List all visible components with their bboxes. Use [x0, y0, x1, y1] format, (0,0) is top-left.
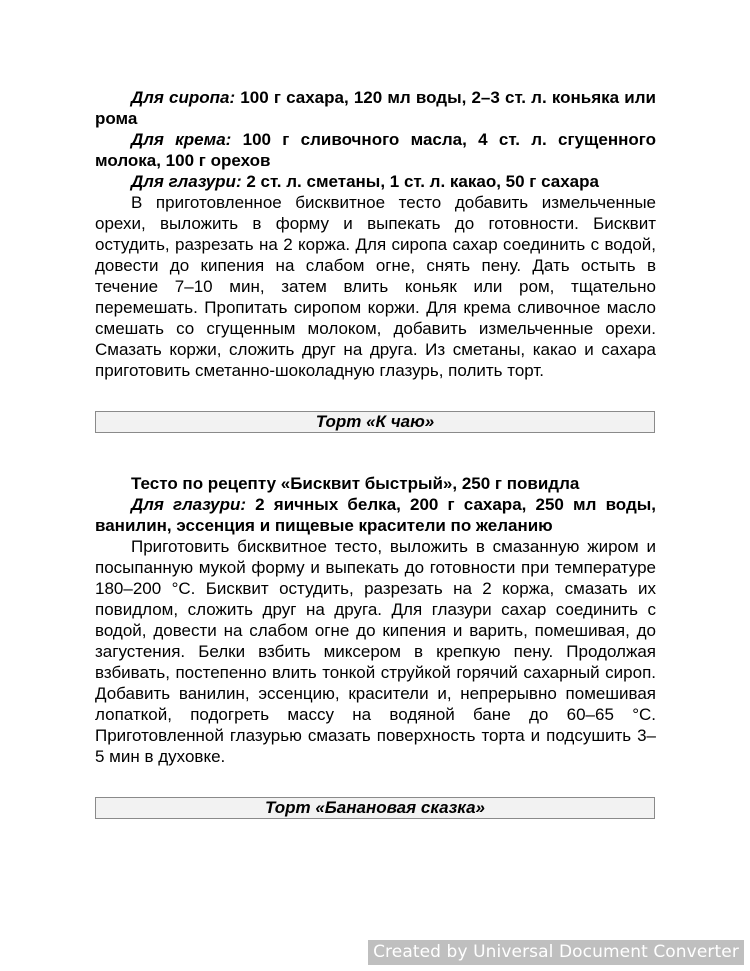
glaze-text-2: 2 яичных белка, 200 г сахара, 250 мл воды, ванилин, эссенция и пищевые красители по желанию	[95, 495, 656, 535]
syrup-ingredients	[95, 87, 656, 129]
recipe-title-k-chayu: Торт «К чаю»	[95, 411, 655, 433]
cream-text: 100 г сливочного масла, 4 ст. л. сгущенного молока, 100 г орехов	[95, 130, 656, 170]
glaze-ingredients-2	[95, 494, 656, 536]
glaze-label-2: Для глазури:	[131, 495, 247, 514]
syrup-label: Для сиропа:	[131, 88, 236, 107]
syrup-text: 100 г сахара, 120 мл воды, 2–3 ст. л. коньяка или рома	[95, 88, 656, 128]
recipe-title-bananovaya-skazka: Торт «Банановая сказка»	[95, 797, 655, 819]
method-paragraph-2: Приготовить бисквитное тесто, выложить в смазанную жиром и посыпанную мукой форму и выпекать до готовности при температуре 180–200 °С. Бисквит остудить, разрезать на 2 коржа, смазать их повидлом, сложить друг на друга. Для глазури сахар соединить с водой, довести на слабом огне до кипения и варить, помешивая, до загустения. Белки взбить миксером в крепкую пену. Продолжая взбивать, постепенно влить тонкой струйкой горячий сахарный сироп. Добавить ванилин, эссенцию, красители и, непрерывно помешивая лопаткой, подогреть массу на водяной бане до 60–65 °С. Приготовленной глазурью смазать поверхность торта и подсушить 3–5 мин в духовке.	[95, 537, 656, 766]
glaze-ingredients	[95, 171, 656, 192]
dough-ingredients: Тесто по рецепту «Бисквит быстрый», 250 г повидла	[131, 474, 580, 493]
glaze-text: 2 ст. л. сметаны, 1 ст. л. какао, 50 г сахара	[241, 172, 599, 191]
cream-label: Для крема:	[131, 130, 232, 149]
method-paragraph: В приготовленное бисквитное тесто добавить измельченные орехи, выложить в форму и выпекать до готовности. Бисквит остудить, разрезать на 2 коржа. Для сиропа сахар соединить с водой, довести до кипения на слабом огне, снять пену. Дать остыть в течение 7–10 мин, затем влить коньяк или ром, тщательно перемешать. Пропитать сиропом коржи. Для крема сливочное масло смешать со сгущенным молоком, добавить измельченные орехи. Смазать коржи, сложить друг на друга. Из сметаны, какао и сахара приготовить сметанно-шоколадную глазурь, полить торт.	[95, 193, 656, 380]
document-page	[95, 87, 656, 819]
glaze-label: Для глазури:	[131, 172, 242, 191]
watermark-banner: Created by Universal Document Converter	[368, 940, 744, 965]
cream-ingredients	[95, 129, 656, 171]
